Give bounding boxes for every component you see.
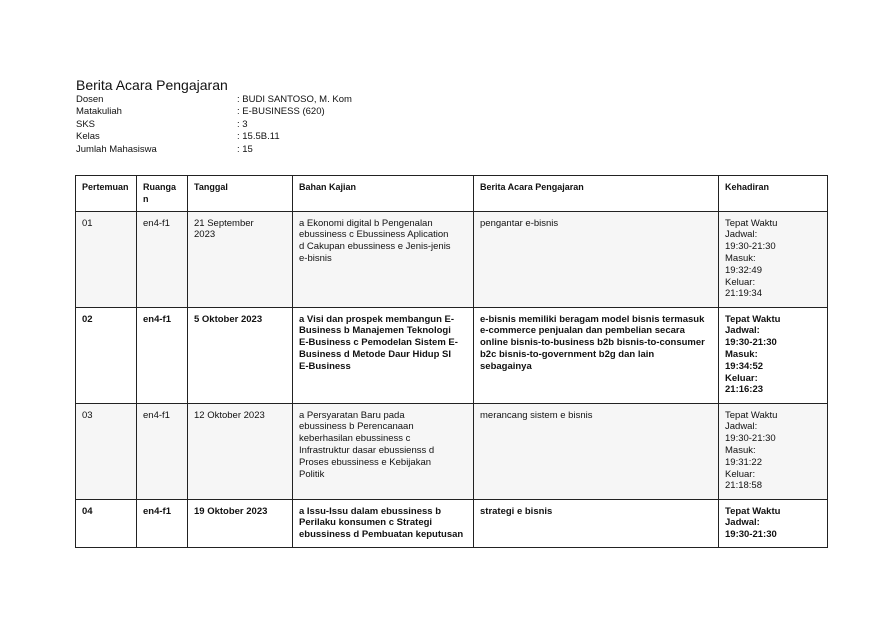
cell-ruangan: en4-f1 bbox=[137, 499, 188, 547]
cell-bahan-kajian: a Ekonomi digital b Pengenalan ebussiness c Ebussiness Aplication d Cakupan ebussiness e Jenis-jenis e-bisnis bbox=[293, 211, 474, 307]
cell-kehadiran: Tepat Waktu Jadwal: 19:30-21:30 Masuk: 19:31:22 Keluar: 21:18:58 bbox=[719, 403, 828, 499]
course-info bbox=[76, 94, 352, 156]
info-row-jumlah-mahasiswa bbox=[76, 144, 352, 156]
cell-ruangan: en4-f1 bbox=[137, 403, 188, 499]
info-value: : 3 bbox=[237, 118, 248, 130]
page-title: Berita Acara Pengajaran bbox=[76, 77, 228, 93]
header-bahan-kajian: Bahan Kajian bbox=[293, 176, 474, 212]
info-key: Dosen bbox=[76, 94, 104, 105]
cell-pertemuan: 02 bbox=[76, 307, 137, 403]
table-row bbox=[76, 499, 828, 547]
cell-tanggal: 19 Oktober 2023 bbox=[188, 499, 293, 547]
cell-bahan-kajian: a Issu-Issu dalam ebussiness b Perilaku konsumen c Strategi ebussiness d Pembuatan keputusan bbox=[293, 499, 474, 547]
table-header-row bbox=[76, 176, 828, 212]
info-value: : E-BUSINESS (620) bbox=[237, 106, 325, 118]
cell-berita-acara: pengantar e-bisnis bbox=[474, 211, 719, 307]
table-row bbox=[76, 211, 828, 307]
info-row-sks bbox=[76, 119, 352, 131]
info-key: Matakuliah bbox=[76, 106, 122, 118]
header-ruangan: Ruangan bbox=[137, 176, 188, 212]
info-key: Kelas bbox=[76, 131, 100, 143]
info-row-dosen bbox=[76, 94, 352, 106]
cell-tanggal: 5 Oktober 2023 bbox=[188, 307, 293, 403]
cell-ruangan: en4-f1 bbox=[137, 307, 188, 403]
cell-kehadiran: Tepat Waktu Jadwal: 19:30-21:30 bbox=[719, 499, 828, 547]
cell-kehadiran: Tepat Waktu Jadwal: 19:30-21:30 Masuk: 19:34:52 Keluar: 21:16:23 bbox=[719, 307, 828, 403]
cell-kehadiran: Tepat Waktu Jadwal: 19:30-21:30 Masuk: 19:32:49 Keluar: 21:19:34 bbox=[719, 211, 828, 307]
cell-pertemuan: 01 bbox=[76, 211, 137, 307]
cell-tanggal: 12 Oktober 2023 bbox=[188, 403, 293, 499]
info-value: : 15 bbox=[237, 143, 253, 155]
cell-berita-acara: e-bisnis memiliki beragam model bisnis termasuk e-commerce penjualan dan pembelian secara online bisnis-to-business b2b bisnis-to-consumer b2c bisnis-to-government b2g dan lain sebagainya bbox=[474, 307, 719, 403]
cell-pertemuan: 04 bbox=[76, 499, 137, 547]
table-row bbox=[76, 307, 828, 403]
cell-berita-acara: merancang sistem e bisnis bbox=[474, 403, 719, 499]
cell-ruangan: en4-f1 bbox=[137, 211, 188, 307]
cell-bahan-kajian: a Visi dan prospek membangun E- Business b Manajemen Teknologi E-Business c Pemodelan Sistem E- Business d Metode Daur Hidup SI E-Business bbox=[293, 307, 474, 403]
table-row bbox=[76, 403, 828, 499]
cell-bahan-kajian: a Persyaratan Baru pada ebussiness b Perencanaan keberhasilan ebussiness c Infrastruktur dasar ebussienss d Proses ebussiness e Kebijakan Politik bbox=[293, 403, 474, 499]
info-row-matakuliah bbox=[76, 106, 352, 118]
cell-pertemuan: 03 bbox=[76, 403, 137, 499]
attendance-table bbox=[75, 175, 828, 548]
header-tanggal: Tanggal bbox=[188, 176, 293, 212]
info-value: : BUDI SANTOSO, M. Kom bbox=[237, 94, 352, 105]
header-pertemuan: Pertemuan bbox=[76, 176, 137, 212]
header-berita-acara: Berita Acara Pengajaran bbox=[474, 176, 719, 212]
cell-berita-acara: strategi e bisnis bbox=[474, 499, 719, 547]
info-row-kelas bbox=[76, 131, 352, 143]
header-kehadiran: Kehadiran bbox=[719, 176, 828, 212]
cell-tanggal: 21 September 2023 bbox=[188, 211, 293, 307]
info-key: SKS bbox=[76, 118, 96, 130]
info-key: Jumlah Mahasiswa bbox=[76, 143, 157, 155]
info-value: : 15.5B.11 bbox=[237, 131, 280, 143]
